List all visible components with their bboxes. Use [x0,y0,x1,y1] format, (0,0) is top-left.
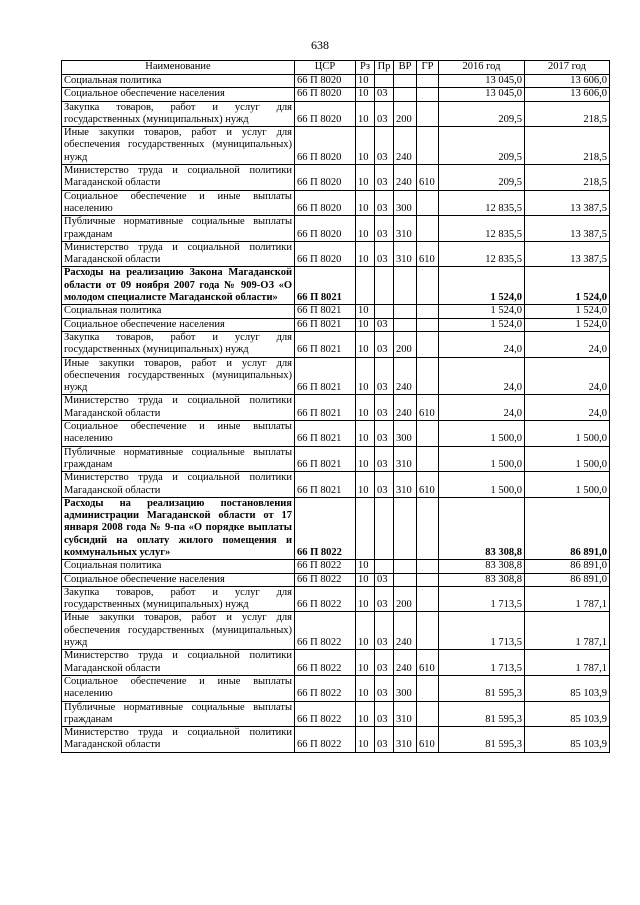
row-pr-cell: 03 [375,472,394,498]
row-vr-cell [394,318,417,331]
row-gr-cell [417,573,439,586]
row-name-cell: Социальное обеспечение населения [62,88,295,101]
row-pr-cell [375,305,394,318]
row-vr-cell: 240 [394,395,417,421]
table-row [62,88,610,101]
row-rz-cell: 10 [356,331,375,357]
row-gr-cell: 610 [417,395,439,421]
row-csr-cell: 66 П 8021 [295,421,356,447]
row-2016-cell: 13 045,0 [439,75,525,88]
row-2016-cell: 209,5 [439,165,525,191]
row-2016-cell: 1 713,5 [439,586,525,612]
row-rz-cell: 10 [356,127,375,165]
row-pr-cell: 03 [375,650,394,676]
row-pr-cell: 03 [375,165,394,191]
row-vr-cell: 240 [394,165,417,191]
row-csr-cell: 66 П 8021 [295,395,356,421]
row-2017-cell: 24,0 [525,395,610,421]
row-name-cell: Министерство труда и социальной политики Магаданской области [62,650,295,676]
row-pr-cell: 03 [375,675,394,701]
row-name-cell: Публичные нормативные социальные выплаты гражданам [62,446,295,472]
row-pr-cell: 03 [375,190,394,216]
row-2016-cell: 83 308,8 [439,573,525,586]
row-2016-cell: 24,0 [439,395,525,421]
row-rz-cell: 10 [356,573,375,586]
table-row [62,241,610,267]
row-csr-cell: 66 П 8020 [295,241,356,267]
table-row [62,165,610,191]
row-vr-cell: 300 [394,675,417,701]
row-name-cell: Иные закупки товаров, работ и услуг для обеспечения государственных (муниципальных) нужд [62,612,295,650]
row-vr-cell: 240 [394,127,417,165]
row-rz-cell: 10 [356,190,375,216]
table-row [62,305,610,318]
row-2016-cell: 24,0 [439,357,525,395]
row-csr-cell: 66 П 8020 [295,75,356,88]
row-csr-cell: 66 П 8020 [295,165,356,191]
row-csr-cell: 66 П 8021 [295,318,356,331]
header-2017: 2017 год [525,61,610,75]
row-csr-cell: 66 П 8022 [295,586,356,612]
row-csr-cell: 66 П 8020 [295,190,356,216]
row-rz-cell: 10 [356,586,375,612]
row-rz-cell: 10 [356,472,375,498]
row-gr-cell [417,318,439,331]
row-name-cell: Социальная политика [62,560,295,573]
row-name-cell: Социальное обеспечение населения [62,573,295,586]
table-row [62,560,610,573]
table-row [62,701,610,727]
row-name-cell: Социальная политика [62,305,295,318]
table-row [62,331,610,357]
row-csr-cell: 66 П 8021 [295,331,356,357]
row-name-cell: Социальная политика [62,75,295,88]
row-name-cell: Министерство труда и социальной политики Магаданской области [62,165,295,191]
row-vr-cell [394,560,417,573]
row-2016-cell: 1 713,5 [439,650,525,676]
row-gr-cell: 610 [417,241,439,267]
row-vr-cell: 200 [394,331,417,357]
row-rz-cell: 10 [356,165,375,191]
row-2017-cell: 1 524,0 [525,305,610,318]
row-pr-cell: 03 [375,357,394,395]
page-number: 638 [311,38,329,52]
row-gr-cell: 610 [417,472,439,498]
row-2017-cell: 218,5 [525,127,610,165]
row-name-cell: Министерство труда и социальной политики Магаданской области [62,727,295,753]
row-2017-cell: 1 787,1 [525,612,610,650]
row-vr-cell [394,573,417,586]
row-csr-cell: 66 П 8021 [295,305,356,318]
row-2017-cell: 24,0 [525,331,610,357]
row-csr-cell: 66 П 8020 [295,216,356,242]
row-2016-cell: 83 308,8 [439,560,525,573]
row-rz-cell: 10 [356,612,375,650]
row-2017-cell: 1 787,1 [525,650,610,676]
row-rz-cell: 10 [356,650,375,676]
row-csr-cell: 66 П 8020 [295,127,356,165]
row-name-cell: Расходы на реализацию постановления администрации Магаданской области от 17 января 2008 года № 9-па «О порядке выплаты субсидий на оплату жилого помещения и коммунальных услуг» [62,497,295,559]
row-2017-cell: 85 103,9 [525,727,610,753]
row-name-cell: Закупка товаров, работ и услуг для государственных (муниципальных) нужд [62,101,295,127]
table-body [62,75,610,753]
header-rz: Рз [356,61,375,75]
table-row [62,75,610,88]
row-name-cell: Расходы на реализацию Закона Магаданской области от 09 ноября 2007 года № 909-ОЗ «О молодом специалисте Магаданской области» [62,267,295,305]
row-2016-cell: 12 835,5 [439,216,525,242]
row-vr-cell: 310 [394,701,417,727]
row-gr-cell [417,446,439,472]
row-csr-cell: 66 П 8021 [295,446,356,472]
row-vr-cell: 240 [394,357,417,395]
row-rz-cell: 10 [356,241,375,267]
table-row [62,650,610,676]
row-2016-cell: 13 045,0 [439,88,525,101]
row-name-cell: Закупка товаров, работ и услуг для государственных (муниципальных) нужд [62,586,295,612]
row-2016-cell: 24,0 [439,331,525,357]
row-gr-cell [417,612,439,650]
row-vr-cell: 200 [394,586,417,612]
row-rz-cell: 10 [356,318,375,331]
row-pr-cell: 03 [375,727,394,753]
row-csr-cell: 66 П 8022 [295,650,356,676]
row-2016-cell: 81 595,3 [439,701,525,727]
row-rz-cell: 10 [356,216,375,242]
row-2017-cell: 13 387,5 [525,241,610,267]
table-row [62,357,610,395]
row-gr-cell [417,675,439,701]
row-gr-cell [417,331,439,357]
row-csr-cell: 66 П 8022 [295,727,356,753]
row-2017-cell: 1 500,0 [525,421,610,447]
table-row [62,216,610,242]
row-2017-cell: 1 787,1 [525,586,610,612]
table-row [62,612,610,650]
row-2017-cell: 13 387,5 [525,190,610,216]
row-2017-cell: 218,5 [525,165,610,191]
row-vr-cell [394,88,417,101]
row-gr-cell [417,421,439,447]
row-csr-cell: 66 П 8022 [295,612,356,650]
row-csr-cell: 66 П 8021 [295,267,356,305]
row-csr-cell: 66 П 8020 [295,101,356,127]
row-2016-cell: 1 524,0 [439,318,525,331]
header-pr: Пр [375,61,394,75]
row-2017-cell: 1 524,0 [525,267,610,305]
header-row [62,61,610,75]
row-gr-cell [417,586,439,612]
row-pr-cell: 03 [375,446,394,472]
row-2016-cell: 81 595,3 [439,675,525,701]
row-vr-cell: 200 [394,101,417,127]
row-2016-cell: 1 713,5 [439,612,525,650]
row-rz-cell: 10 [356,675,375,701]
table-row [62,318,610,331]
row-name-cell: Социальное обеспечение населения [62,318,295,331]
row-rz-cell: 10 [356,88,375,101]
row-gr-cell: 610 [417,650,439,676]
row-2016-cell: 83 308,8 [439,497,525,559]
row-vr-cell [394,305,417,318]
row-gr-cell [417,701,439,727]
row-vr-cell: 310 [394,241,417,267]
row-pr-cell: 03 [375,701,394,727]
row-pr-cell: 03 [375,395,394,421]
row-vr-cell: 310 [394,727,417,753]
row-name-cell: Министерство труда и социальной политики Магаданской области [62,241,295,267]
table-row [62,421,610,447]
row-gr-cell [417,357,439,395]
row-csr-cell: 66 П 8022 [295,497,356,559]
row-pr-cell: 03 [375,612,394,650]
row-csr-cell: 66 П 8020 [295,88,356,101]
row-rz-cell [356,497,375,559]
table-row [62,586,610,612]
row-rz-cell: 10 [356,727,375,753]
row-2017-cell: 85 103,9 [525,701,610,727]
row-2017-cell: 13 606,0 [525,75,610,88]
row-rz-cell: 10 [356,701,375,727]
table-row [62,101,610,127]
row-pr-cell [375,560,394,573]
row-gr-cell [417,190,439,216]
row-gr-cell [417,127,439,165]
row-2016-cell: 1 524,0 [439,305,525,318]
row-2016-cell: 1 500,0 [439,472,525,498]
budget-table [61,60,610,753]
row-pr-cell: 03 [375,241,394,267]
row-2017-cell: 1 500,0 [525,446,610,472]
row-vr-cell: 240 [394,612,417,650]
row-2017-cell: 13 387,5 [525,216,610,242]
row-name-cell: Министерство труда и социальной политики Магаданской области [62,472,295,498]
row-gr-cell [417,216,439,242]
row-rz-cell: 10 [356,395,375,421]
row-2017-cell: 86 891,0 [525,560,610,573]
row-pr-cell: 03 [375,88,394,101]
row-pr-cell [375,267,394,305]
row-gr-cell: 610 [417,727,439,753]
row-csr-cell: 66 П 8022 [295,675,356,701]
row-rz-cell: 10 [356,305,375,318]
row-pr-cell: 03 [375,331,394,357]
row-pr-cell: 03 [375,216,394,242]
row-2017-cell: 86 891,0 [525,573,610,586]
row-vr-cell: 240 [394,650,417,676]
table-row [62,497,610,559]
row-rz-cell: 10 [356,75,375,88]
row-csr-cell: 66 П 8021 [295,472,356,498]
row-2016-cell: 209,5 [439,127,525,165]
row-vr-cell: 310 [394,216,417,242]
row-2017-cell: 1 524,0 [525,318,610,331]
row-rz-cell: 10 [356,357,375,395]
table-row [62,267,610,305]
row-gr-cell [417,75,439,88]
table-row [62,573,610,586]
row-csr-cell: 66 П 8021 [295,357,356,395]
row-2016-cell: 1 500,0 [439,421,525,447]
row-gr-cell: 610 [417,165,439,191]
row-csr-cell: 66 П 8022 [295,573,356,586]
table-row [62,727,610,753]
row-vr-cell: 300 [394,421,417,447]
row-2017-cell: 24,0 [525,357,610,395]
header-csr: ЦСР [295,61,356,75]
row-gr-cell [417,560,439,573]
row-name-cell: Социальное обеспечение и иные выплаты населению [62,421,295,447]
row-2016-cell: 1 524,0 [439,267,525,305]
row-name-cell: Закупка товаров, работ и услуг для государственных (муниципальных) нужд [62,331,295,357]
row-csr-cell: 66 П 8022 [295,701,356,727]
table-row [62,472,610,498]
table-row [62,190,610,216]
row-rz-cell: 10 [356,101,375,127]
table-row [62,127,610,165]
row-vr-cell [394,497,417,559]
row-pr-cell: 03 [375,586,394,612]
row-vr-cell [394,267,417,305]
header-2016: 2016 год [439,61,525,75]
row-vr-cell: 300 [394,190,417,216]
row-rz-cell [356,267,375,305]
row-2016-cell: 12 835,5 [439,190,525,216]
header-gr: ГР [417,61,439,75]
row-2016-cell: 1 500,0 [439,446,525,472]
row-2017-cell: 85 103,9 [525,675,610,701]
row-rz-cell: 10 [356,446,375,472]
row-vr-cell [394,75,417,88]
row-2017-cell: 86 891,0 [525,497,610,559]
row-name-cell: Публичные нормативные социальные выплаты гражданам [62,701,295,727]
row-gr-cell [417,88,439,101]
row-pr-cell: 03 [375,318,394,331]
row-pr-cell: 03 [375,127,394,165]
row-vr-cell: 310 [394,446,417,472]
table-row [62,446,610,472]
header-vr: ВР [394,61,417,75]
row-name-cell: Публичные нормативные социальные выплаты гражданам [62,216,295,242]
row-2016-cell: 81 595,3 [439,727,525,753]
table-row [62,675,610,701]
row-name-cell: Министерство труда и социальной политики Магаданской области [62,395,295,421]
row-pr-cell: 03 [375,573,394,586]
row-name-cell: Социальное обеспечение и иные выплаты населению [62,675,295,701]
row-2016-cell: 209,5 [439,101,525,127]
row-2017-cell: 1 500,0 [525,472,610,498]
row-gr-cell [417,497,439,559]
row-pr-cell: 03 [375,421,394,447]
row-gr-cell [417,267,439,305]
header-name: Наименование [62,61,295,75]
row-vr-cell: 310 [394,472,417,498]
row-rz-cell: 10 [356,421,375,447]
row-csr-cell: 66 П 8022 [295,560,356,573]
row-pr-cell [375,75,394,88]
row-name-cell: Иные закупки товаров, работ и услуг для обеспечения государственных (муниципальных) нужд [62,127,295,165]
row-gr-cell [417,305,439,318]
row-gr-cell [417,101,439,127]
row-name-cell: Социальное обеспечение и иные выплаты населению [62,190,295,216]
row-2016-cell: 12 835,5 [439,241,525,267]
row-2017-cell: 218,5 [525,101,610,127]
row-2017-cell: 13 606,0 [525,88,610,101]
row-rz-cell: 10 [356,560,375,573]
row-name-cell: Иные закупки товаров, работ и услуг для обеспечения государственных (муниципальных) нужд [62,357,295,395]
row-pr-cell: 03 [375,101,394,127]
table-row [62,395,610,421]
row-pr-cell [375,497,394,559]
